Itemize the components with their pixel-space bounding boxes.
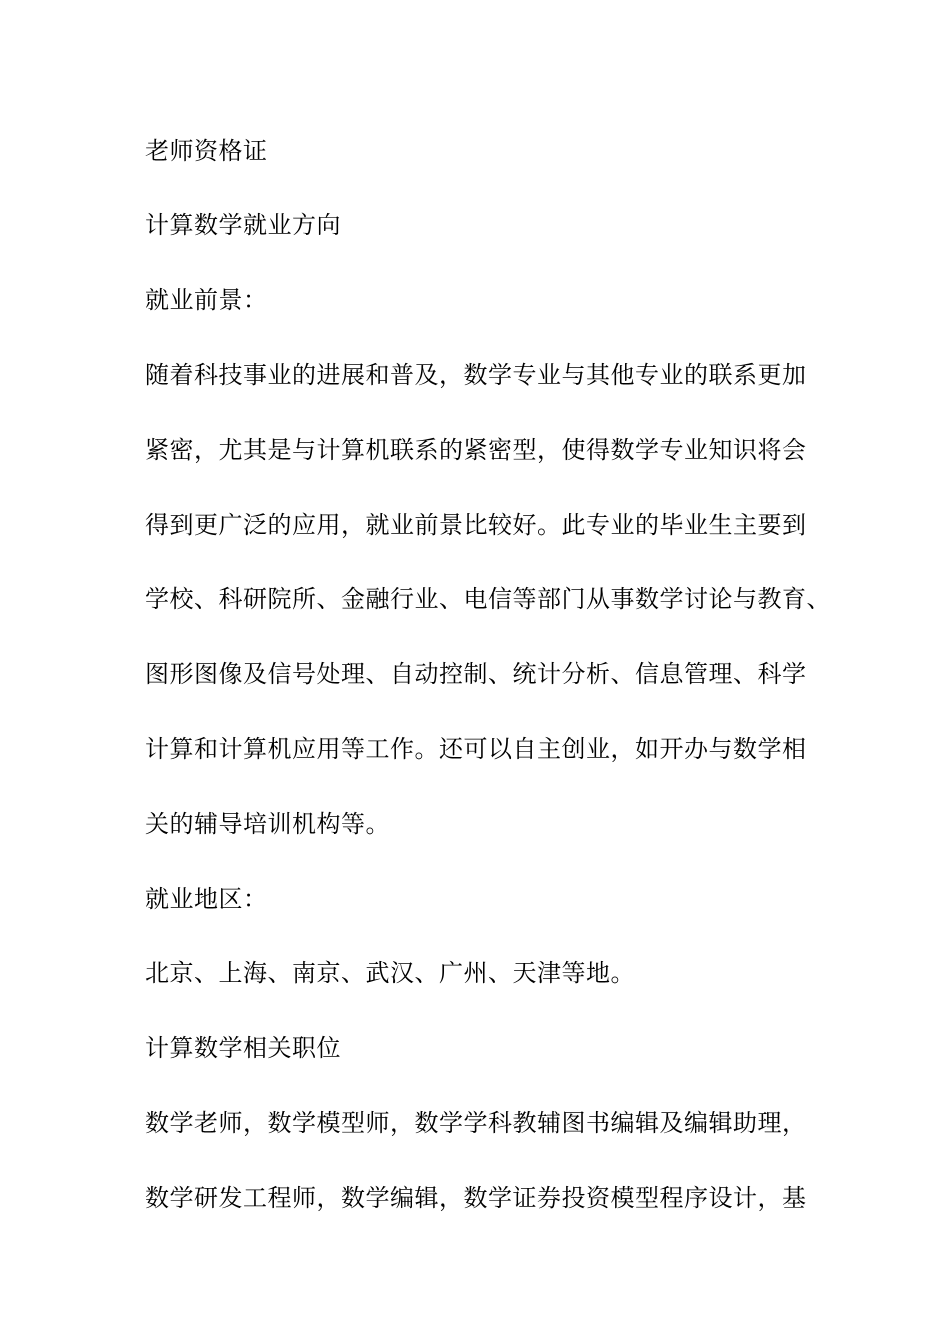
heading-teacher-certificate: 老师资格证 [145,137,268,165]
paragraph-line: 得到更广泛的应用，就业前景比较好。此专业的毕业生主要到 [145,511,807,539]
paragraph-line: 随着科技事业的进展和普及，数学专业与其他专业的联系更加 [145,361,807,389]
paragraph-line: 关的辅导培训机构等。 [145,810,390,838]
paragraph-line: 紧密，尤其是与计算机联系的紧密型，使得数学专业知识将会 [145,436,807,464]
regions-list: 北京、上海、南京、武汉、广州、天津等地。 [145,959,635,987]
positions-line: 数学研发工程师，数学编辑，数学证券投资模型程序设计，基 [145,1184,807,1212]
label-employment-prospects: 就业前景： [145,286,268,314]
label-employment-regions: 就业地区： [145,885,268,913]
positions-line: 数学老师，数学模型师，数学学科教辅图书编辑及编辑助理， [145,1109,807,1137]
heading-employment-direction: 计算数学就业方向 [145,211,341,239]
heading-related-positions: 计算数学相关职位 [145,1034,341,1062]
paragraph-line: 学校、科研院所、金融行业、电信等部门从事数学讨论与教育、 [145,585,831,613]
paragraph-line: 图形图像及信号处理、自动控制、统计分析、信息管理、科学 [145,660,807,688]
paragraph-line: 计算和计算机应用等工作。还可以自主创业，如开办与数学相 [145,735,807,763]
